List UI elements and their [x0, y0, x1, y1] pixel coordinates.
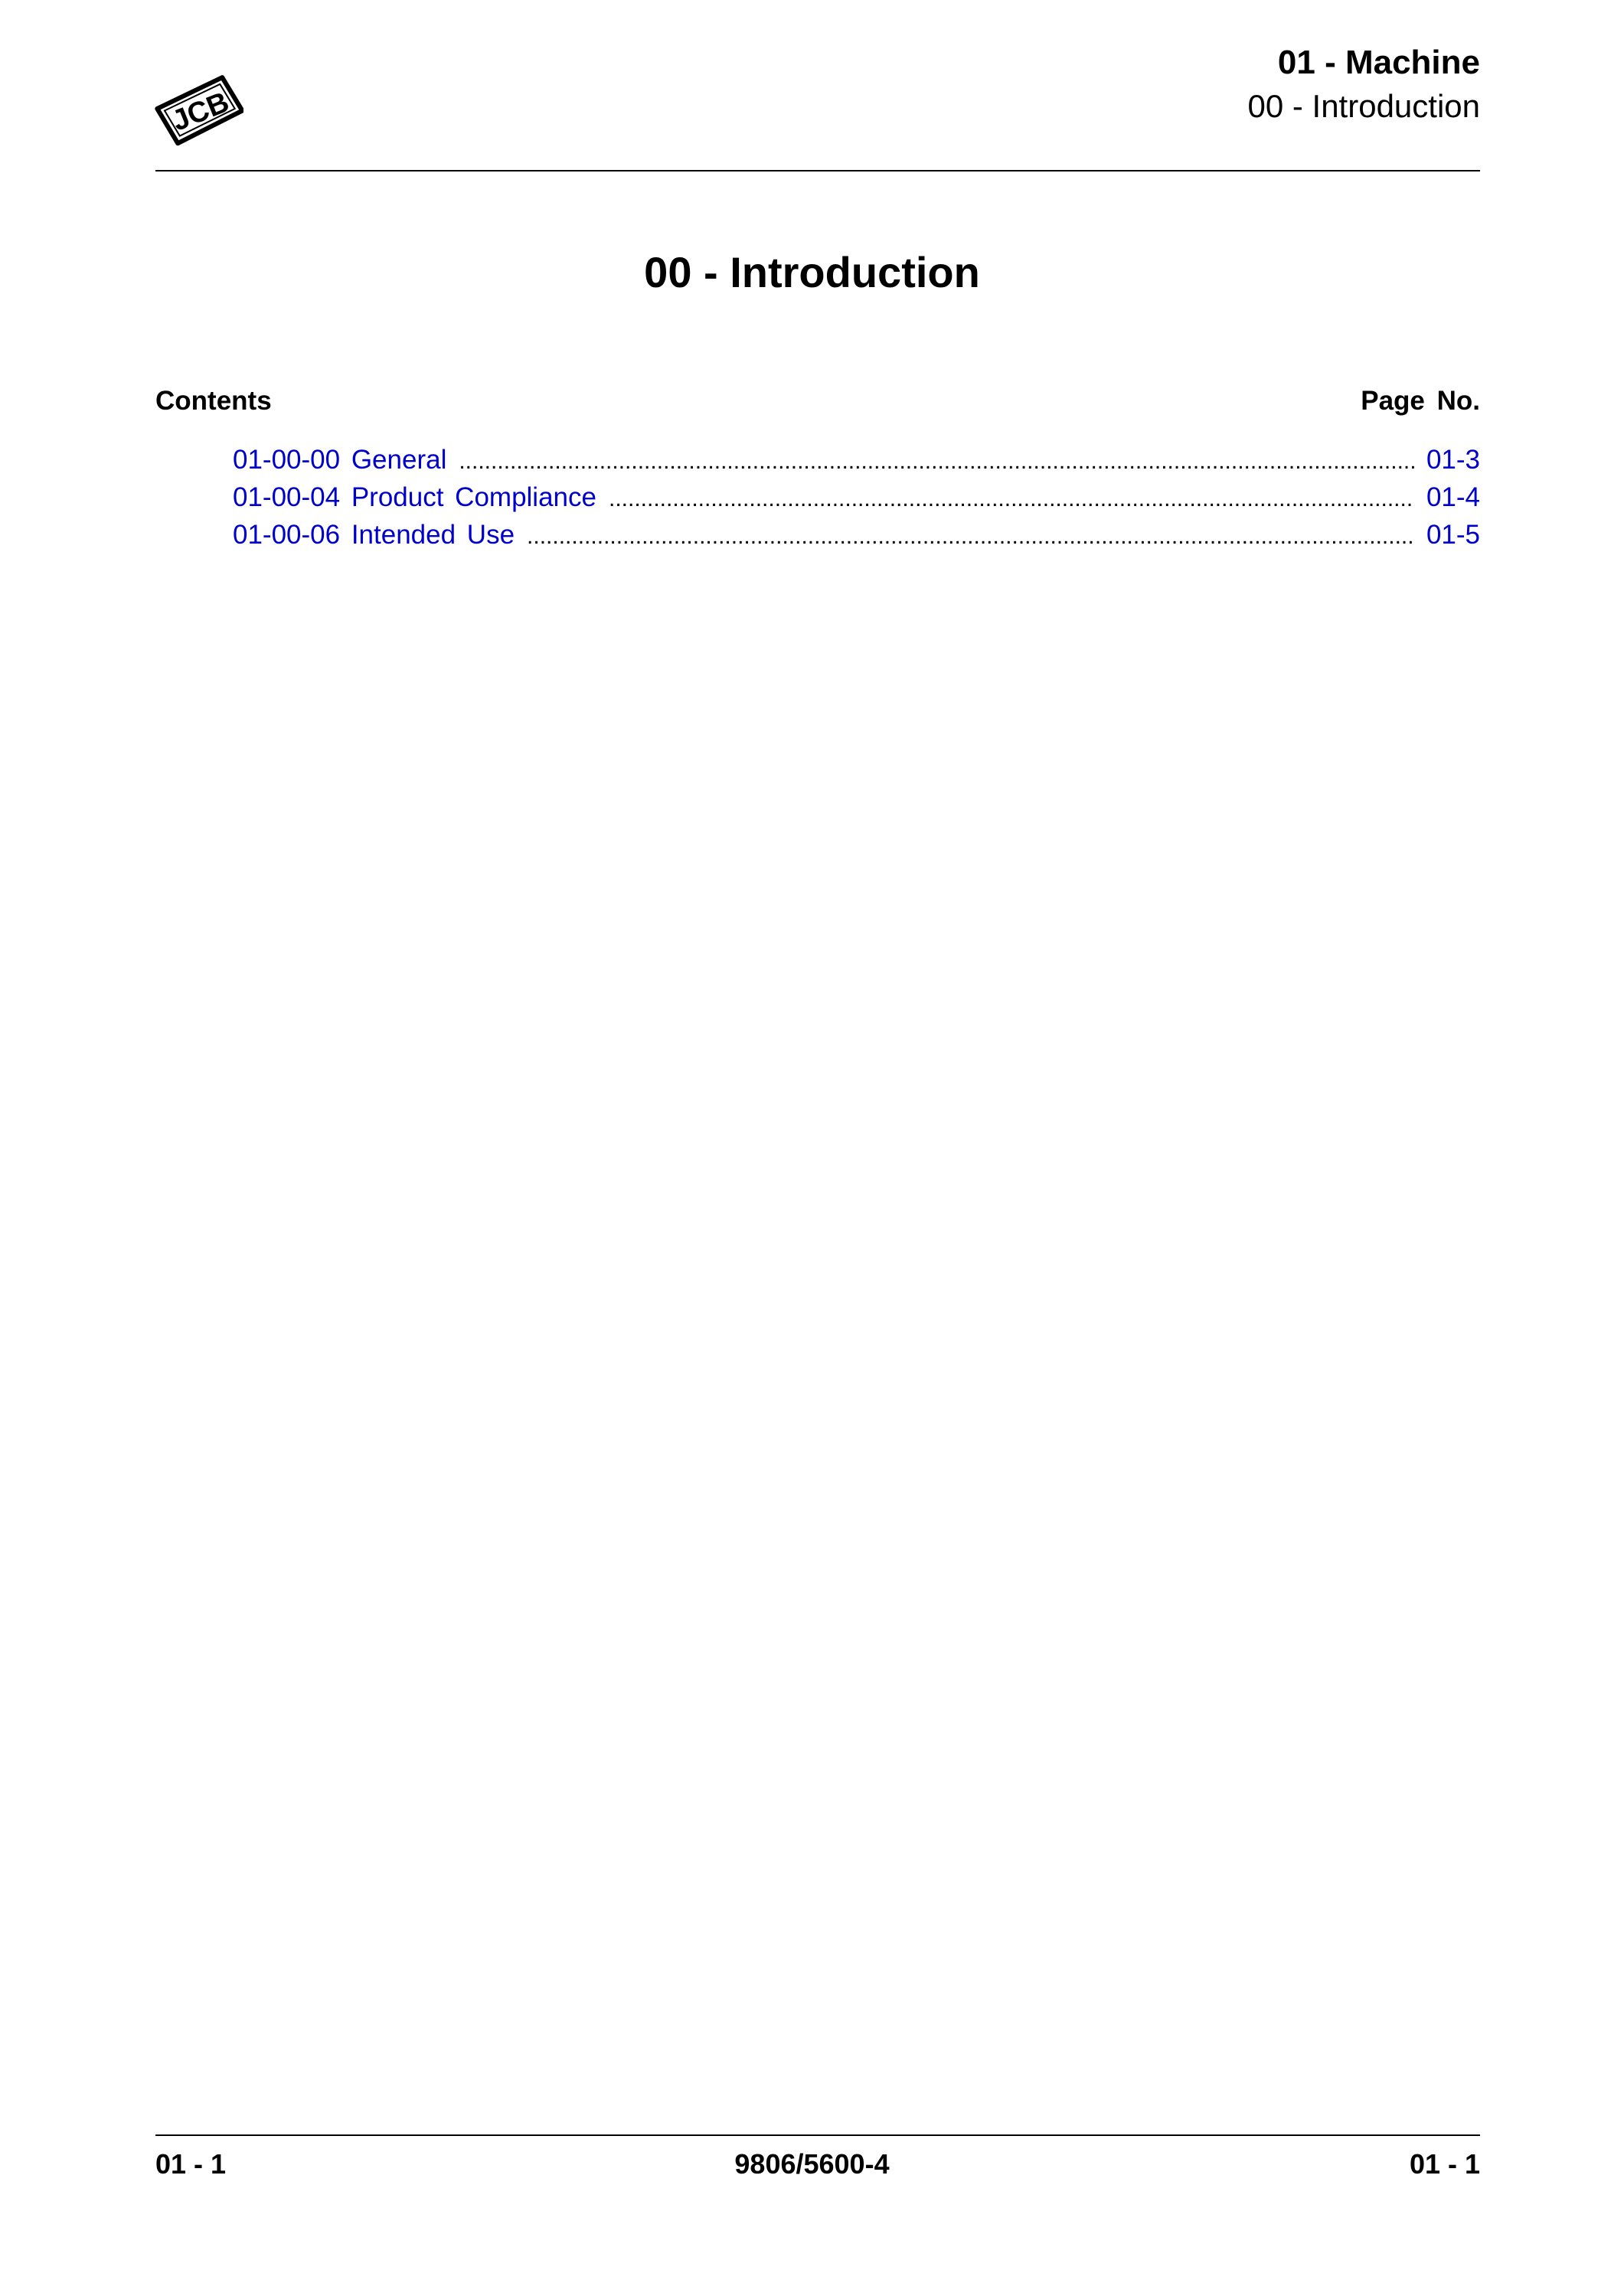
footer-document-number: 9806/5600-4 [734, 2148, 890, 2180]
jcb-logo [153, 73, 243, 147]
footer-page-left: 01 - 1 [155, 2148, 227, 2180]
toc-item-label: 01-00-04 Product Compliance [233, 482, 596, 512]
header-divider [155, 170, 1480, 171]
toc-item-page: 01-5 [1426, 520, 1480, 550]
toc-item-label: 01-00-00 General [233, 445, 447, 475]
toc-item-page: 01-3 [1426, 445, 1480, 475]
dot-leader [527, 521, 1414, 553]
toc-item-label: 01-00-06 Intended Use [233, 520, 515, 550]
section-title: 01 - Machine [1277, 44, 1480, 81]
dot-leader [459, 446, 1414, 478]
toc-link-product-compliance[interactable] [233, 482, 1480, 519]
footer-divider [155, 2134, 1480, 2136]
footer-page-right: 01 - 1 [1409, 2148, 1480, 2180]
toc-link-intended-use[interactable] [233, 519, 1480, 557]
svg-text:JCB: JCB [167, 86, 234, 138]
section-subtitle: 00 - Introduction [1247, 88, 1480, 124]
contents-heading: Contents [155, 386, 272, 416]
toc-link-general[interactable] [233, 444, 1480, 482]
table-of-contents [233, 444, 1480, 557]
dot-leader [609, 483, 1414, 515]
page-title: 00 - Introduction [644, 248, 980, 296]
toc-item-page: 01-4 [1426, 482, 1480, 512]
page-no-heading: Page No. [1361, 386, 1480, 416]
